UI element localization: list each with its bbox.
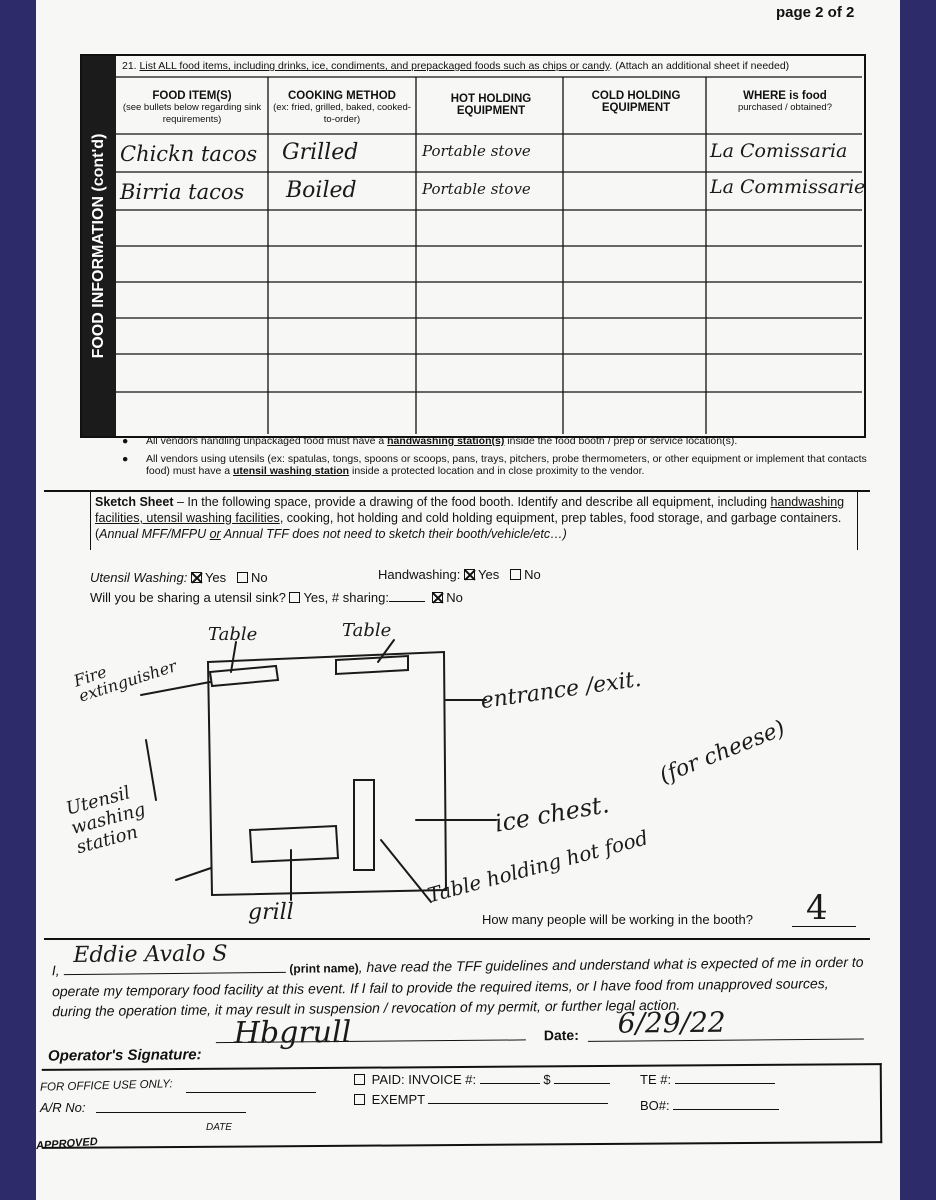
date-office-label: DATE bbox=[206, 1122, 232, 1133]
label-entrance-exit: entrance /exit. bbox=[479, 666, 643, 715]
side-label: FOOD INFORMATION (cont'd) bbox=[90, 133, 107, 359]
col-header-cold-holding: COLD HOLDING EQUIPMENT bbox=[591, 90, 681, 114]
te-row: TE #: bbox=[640, 1072, 775, 1087]
label-utensil-washing-station: Utensil washing station bbox=[63, 782, 148, 859]
signed-date[interactable]: 6/29/22 bbox=[617, 1005, 726, 1040]
row2-food-item: Birria tacos bbox=[120, 180, 245, 204]
food-instruction: 21. List ALL food items, including drinks, ice, condiments, and prepackaged foods such as chips or candy. (Attach an additional sheet if needed) bbox=[122, 60, 790, 72]
paid-row: PAID: INVOICE #: $ bbox=[354, 1072, 610, 1087]
food-table-grid bbox=[36, 0, 900, 440]
row2-hot-holding: Portable stove bbox=[422, 180, 531, 198]
row1-cooking-method: Grilled bbox=[282, 140, 359, 165]
utensil-no-checkbox[interactable] bbox=[237, 572, 248, 583]
printed-name[interactable]: Eddie Avalo S bbox=[73, 941, 228, 969]
bullet-utensil: ● All vendors using utensils (ex: spatulas, tongs, spoons or scoops, pans, trays, pitchers, probe thermometers, or other equipment or implement that contacts food) must have a utensil washing station inside a protected location and in close proximity to the vendor. bbox=[122, 453, 867, 477]
bo-row: BO#: bbox=[640, 1098, 779, 1113]
col-header-hot-holding: HOT HOLDING EQUIPMENT bbox=[450, 93, 532, 117]
workers-answer[interactable]: 4 bbox=[806, 888, 828, 928]
signature[interactable]: Hbgrull bbox=[233, 1014, 352, 1051]
row2-cooking-method: Boiled bbox=[286, 178, 357, 203]
table-right bbox=[354, 780, 374, 870]
label-grill: grill bbox=[248, 900, 294, 925]
label-fire-extinguisher: Fire extinguisher bbox=[71, 656, 179, 706]
bullet-handwashing: ● All vendors handling unpackaged food must have a handwashing station(s) inside the food booth / prep or service location(s). bbox=[122, 435, 738, 447]
workers-question: How many people will be working in the booth? bbox=[482, 912, 753, 927]
paid-checkbox[interactable] bbox=[354, 1074, 365, 1085]
row1-where: La Comissaria bbox=[710, 140, 848, 162]
handwashing-yes-checkbox[interactable] bbox=[464, 569, 475, 580]
label-table-1: Table bbox=[208, 624, 258, 645]
row1-hot-holding: Portable stove bbox=[422, 142, 531, 160]
utensil-washing-row: Utensil Washing: Yes No bbox=[90, 570, 268, 585]
exempt-row: EXEMPT bbox=[354, 1092, 608, 1107]
label-ice-chest: ice chest. bbox=[492, 790, 612, 838]
row1-food-item: Chickn tacos bbox=[120, 142, 258, 166]
office-title-line bbox=[186, 1092, 316, 1093]
ar-label: A/R No: bbox=[40, 1100, 86, 1115]
sketch-instruction-box: Sketch Sheet – In the following space, provide a drawing of the food booth. Identify and describe all equipment, including handwashing facilities, utensil washing facilities, cooking, hot holding and cold holding equipment, prep tables, food storage, and garbage containers. (Annual MFF/MFPU or Annual TFF does not need to sketch their booth/vehicle/etc…) bbox=[90, 492, 858, 550]
row2-where: La Commissarie bbox=[710, 176, 866, 198]
page-number: page 2 of 2 bbox=[776, 4, 855, 21]
approved-label: APPROVED bbox=[36, 1135, 99, 1153]
exempt-checkbox[interactable] bbox=[354, 1094, 365, 1105]
sharing-row: Will you be sharing a utensil sink? Yes, # sharing: No bbox=[90, 590, 463, 605]
table-top bbox=[336, 656, 408, 674]
utensil-yes-checkbox[interactable] bbox=[191, 572, 202, 583]
handwashing-row: Handwashing: Yes No bbox=[378, 567, 541, 582]
ar-line bbox=[96, 1112, 246, 1113]
statement: I, Eddie Avalo S (print name), have read the TFF guidelines and understand what is expected of me in order to operate my temporary food facility at this event. If I fail to provide the required items, or I have food from unapproved sources, during the operation time, it may result in suspension / revocation of my permit, or further legal action. bbox=[51, 941, 864, 1020]
table-left bbox=[210, 666, 278, 686]
label-table-2: Table bbox=[342, 620, 392, 641]
label-for-cheese: (for cheese) bbox=[656, 716, 789, 789]
col-header-food-items: FOOD ITEM(S) (see bullets below regarding sink requirements) bbox=[122, 90, 262, 125]
col-header-cooking-method: COOKING METHOD (ex: fried, grilled, baked, cooked-to-order) bbox=[273, 90, 411, 125]
label-table-holding: Table holding hot food bbox=[424, 825, 651, 908]
grill-rect bbox=[250, 826, 338, 862]
col-header-where: WHERE is food purchased / obtained? bbox=[737, 90, 833, 113]
office-title: FOR OFFICE USE ONLY: bbox=[39, 1078, 173, 1094]
signature-row: Operator's Signature: Hbgrull Date: 6/29/22 bbox=[48, 1036, 868, 1073]
handwashing-no-checkbox[interactable] bbox=[510, 569, 521, 580]
form-page bbox=[36, 0, 900, 1200]
